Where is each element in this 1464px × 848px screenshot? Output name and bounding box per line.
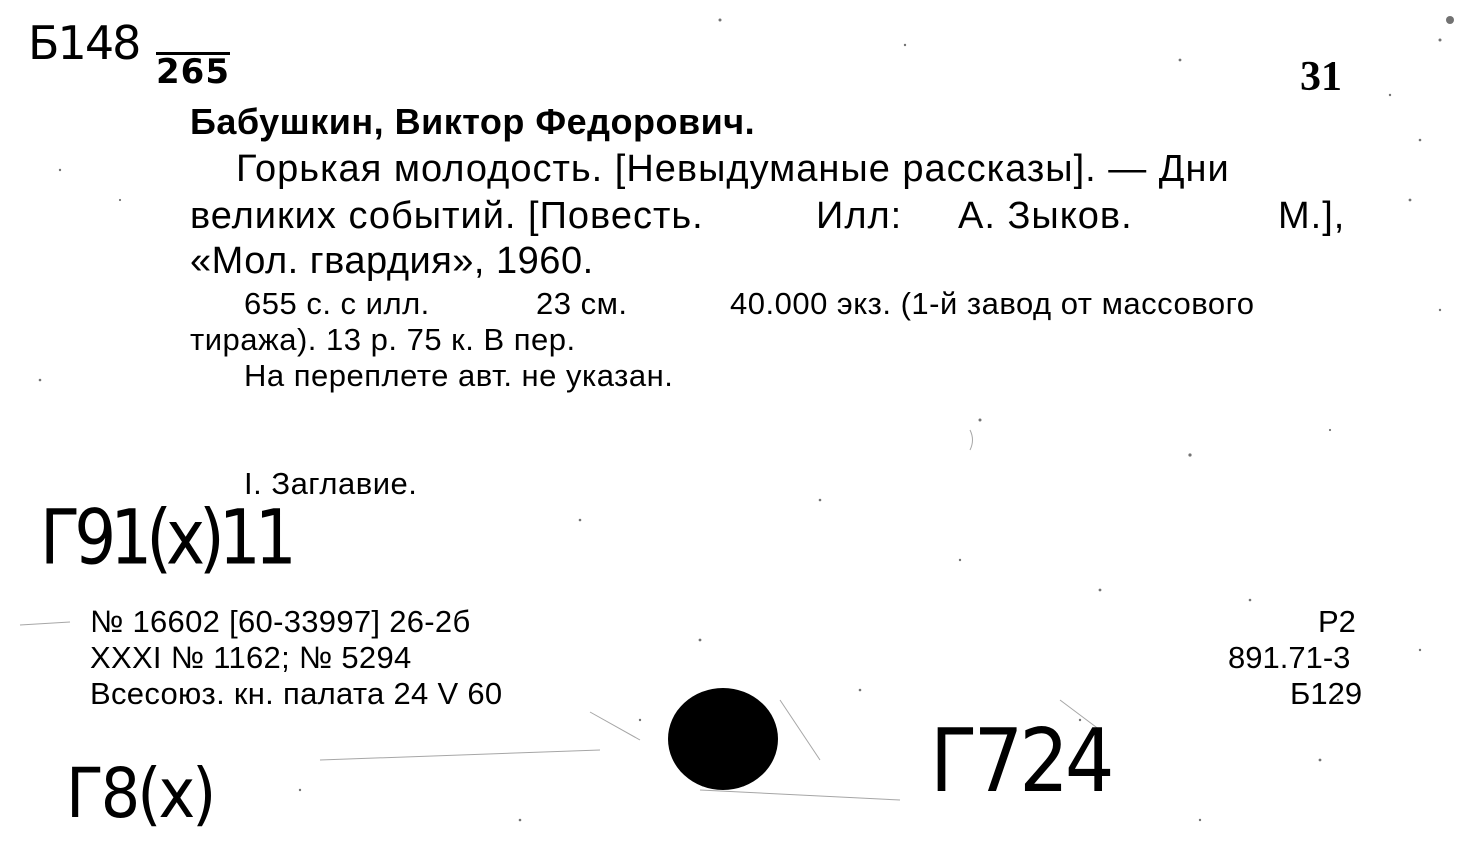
title-line-2-illustrator: А. Зыков. <box>958 195 1133 237</box>
physical-size: 23 см. <box>536 286 628 321</box>
handwritten-shelfmark-top-sub <box>156 52 230 92</box>
title-line-3: «Мол. гвардия», 1960. <box>190 240 594 282</box>
card-number: 31 <box>1300 54 1342 100</box>
physical-pages: 655 с. с илл. <box>244 286 430 321</box>
classification-line-1: Р2 <box>1318 604 1356 639</box>
title-line-1: Горькая молодость. [Невыдуманые рассказы]. — Дни <box>236 148 1230 190</box>
shelfmark-top-main: Б148 <box>28 16 140 70</box>
handwritten-mark-bottom-left: Г8(х) <box>66 753 214 834</box>
classification-line-3: Б129 <box>1290 676 1363 711</box>
binding-note: На переплете авт. не указан. <box>244 358 674 393</box>
classification-line-2: 891.71-3 <box>1228 640 1351 675</box>
author-heading: Бабушкин, Виктор Федорович. <box>190 101 756 142</box>
tracing-title: I. Заглавие. <box>244 466 418 501</box>
physical-run: 40.000 экз. (1-й завод от массового <box>730 286 1255 321</box>
handwritten-mark-bottom-right: Г724 <box>930 711 1111 813</box>
title-line-2-mid: Илл: <box>816 195 903 237</box>
registry-line-3: Всесоюз. кн. палата 24 V 60 <box>90 676 503 711</box>
registry-line-1: № 16602 [60-33997] 26-2б <box>90 604 471 639</box>
punch-hole <box>668 688 778 790</box>
title-line-2-left: великих событий. [Повесть. <box>190 195 704 237</box>
handwritten-shelfmark-top <box>28 16 140 70</box>
shelfmark-top-sub-text: 265 <box>156 52 230 92</box>
handwritten-mark-middle: Г91(х)11 <box>40 493 291 582</box>
physical-line-2: тиража). 13 р. 75 к. В пер. <box>190 322 576 357</box>
registry-line-2: XXXI № 1162; № 5294 <box>90 640 412 675</box>
title-line-2-right: М.], <box>1278 195 1346 237</box>
